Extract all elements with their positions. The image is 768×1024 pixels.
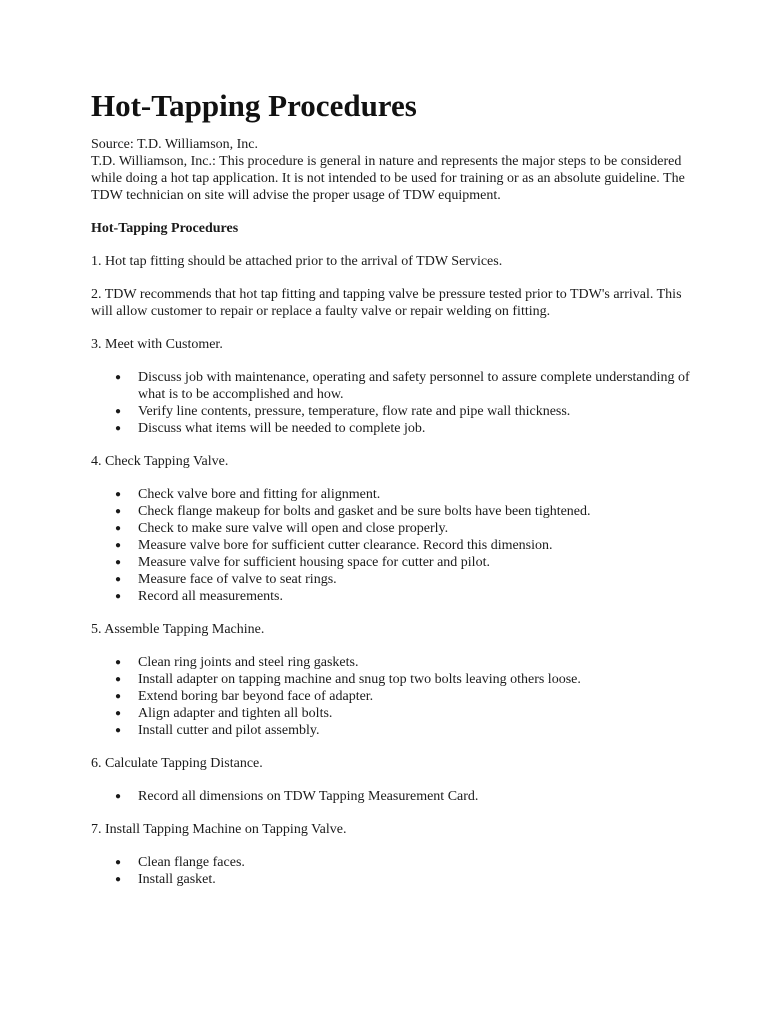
- list-item-text: Install gasket.: [138, 872, 216, 887]
- section-heading: Hot-Tapping Procedures: [91, 221, 239, 236]
- procedure-step: 2. TDW recommends that hot tap fitting and tapping valve be pressure tested prior to TDW's arrival. This will allow customer to repair or replace a faulty valve or repair welding on fitting.: [91, 287, 682, 319]
- list-item-text: Discuss what items will be needed to complete job.: [138, 421, 426, 436]
- list-item-text: Install cutter and pilot assembly.: [138, 723, 320, 738]
- list-item: [115, 537, 691, 554]
- list-item-text: Measure valve bore for sufficient cutter clearance. Record this dimension.: [138, 538, 553, 553]
- procedure-step: 4. Check Tapping Valve.: [91, 454, 229, 469]
- list-item: [115, 854, 691, 871]
- list-item-text: Install adapter on tapping machine and snug top two bolts leaving others loose.: [138, 672, 581, 687]
- bullet-icon: ●: [115, 557, 122, 568]
- list-item-text: Clean ring joints and steel ring gaskets.: [138, 655, 359, 670]
- bullet-icon: ●: [115, 657, 122, 668]
- list-item-text: Measure valve for sufficient housing space for cutter and pilot.: [138, 555, 490, 570]
- source-line: Source: T.D. Williamson, Inc.: [91, 137, 259, 152]
- procedure-steps: [91, 253, 691, 888]
- procedure-step: 6. Calculate Tapping Distance.: [91, 756, 263, 771]
- list-item-text: Record all measurements.: [138, 589, 284, 604]
- bullet-icon: ●: [115, 423, 122, 434]
- list-item-text: Check flange makeup for bolts and gasket and be sure bolts have been tightened.: [138, 504, 591, 519]
- list-item: [115, 503, 691, 520]
- bullet-icon: ●: [115, 506, 122, 517]
- step-bullet-list: [91, 369, 691, 437]
- bullet-icon: ●: [115, 708, 122, 719]
- bullet-icon: ●: [115, 791, 122, 802]
- list-item: [115, 554, 691, 571]
- bullet-icon: ●: [115, 574, 122, 585]
- list-item: [115, 788, 691, 805]
- list-item: [115, 688, 691, 705]
- procedure-step: 7. Install Tapping Machine on Tapping Valve.: [91, 822, 347, 837]
- procedure-step: 5. Assemble Tapping Machine.: [91, 622, 265, 637]
- list-item: [115, 571, 691, 588]
- bullet-icon: ●: [115, 406, 122, 417]
- step-bullet-list: [91, 486, 691, 605]
- list-item: [115, 654, 691, 671]
- document-page: [91, 88, 691, 888]
- procedure-step: 3. Meet with Customer.: [91, 337, 223, 352]
- bullet-icon: ●: [115, 489, 122, 500]
- list-item-text: Extend boring bar beyond face of adapter.: [138, 689, 374, 704]
- list-item: [115, 403, 691, 420]
- procedure-step: 1. Hot tap fitting should be attached prior to the arrival of TDW Services.: [91, 254, 503, 269]
- list-item: [115, 369, 691, 403]
- list-item: [115, 486, 691, 503]
- list-item: [115, 871, 691, 888]
- list-item-text: Check valve bore and fitting for alignment.: [138, 487, 381, 502]
- step-bullet-list: [91, 654, 691, 739]
- bullet-icon: ●: [115, 725, 122, 736]
- list-item: [115, 705, 691, 722]
- bullet-icon: ●: [115, 674, 122, 685]
- bullet-icon: ●: [115, 523, 122, 534]
- intro-paragraph: T.D. Williamson, Inc.: This procedure is general in nature and represents the major steps to be considered while doing a hot tap application. It is not intended to be used for training or as an absolute guideline. The TDW technician on site will advise the proper usage of TDW equipment.: [91, 154, 685, 203]
- document-title: Hot-Tapping Procedures: [91, 88, 417, 123]
- list-item-text: Discuss job with maintenance, operating and safety personnel to assure complete understanding of what is to be accomplished and how.: [138, 370, 690, 402]
- list-item: [115, 722, 691, 739]
- bullet-icon: ●: [115, 691, 122, 702]
- list-item-text: Verify line contents, pressure, temperature, flow rate and pipe wall thickness.: [138, 404, 571, 419]
- list-item: [115, 420, 691, 437]
- bullet-icon: ●: [115, 857, 122, 868]
- list-item-text: Record all dimensions on TDW Tapping Measurement Card.: [138, 789, 479, 804]
- list-item-text: Clean flange faces.: [138, 855, 245, 870]
- step-bullet-list: [91, 788, 691, 805]
- list-item: [115, 520, 691, 537]
- list-item-text: Align adapter and tighten all bolts.: [138, 706, 333, 721]
- list-item-text: Check to make sure valve will open and close properly.: [138, 521, 449, 536]
- bullet-icon: ●: [115, 540, 122, 551]
- list-item-text: Measure face of valve to seat rings.: [138, 572, 337, 587]
- bullet-icon: ●: [115, 874, 122, 885]
- bullet-icon: ●: [115, 372, 122, 383]
- list-item: [115, 671, 691, 688]
- bullet-icon: ●: [115, 591, 122, 602]
- list-item: [115, 588, 691, 605]
- step-bullet-list: [91, 854, 691, 888]
